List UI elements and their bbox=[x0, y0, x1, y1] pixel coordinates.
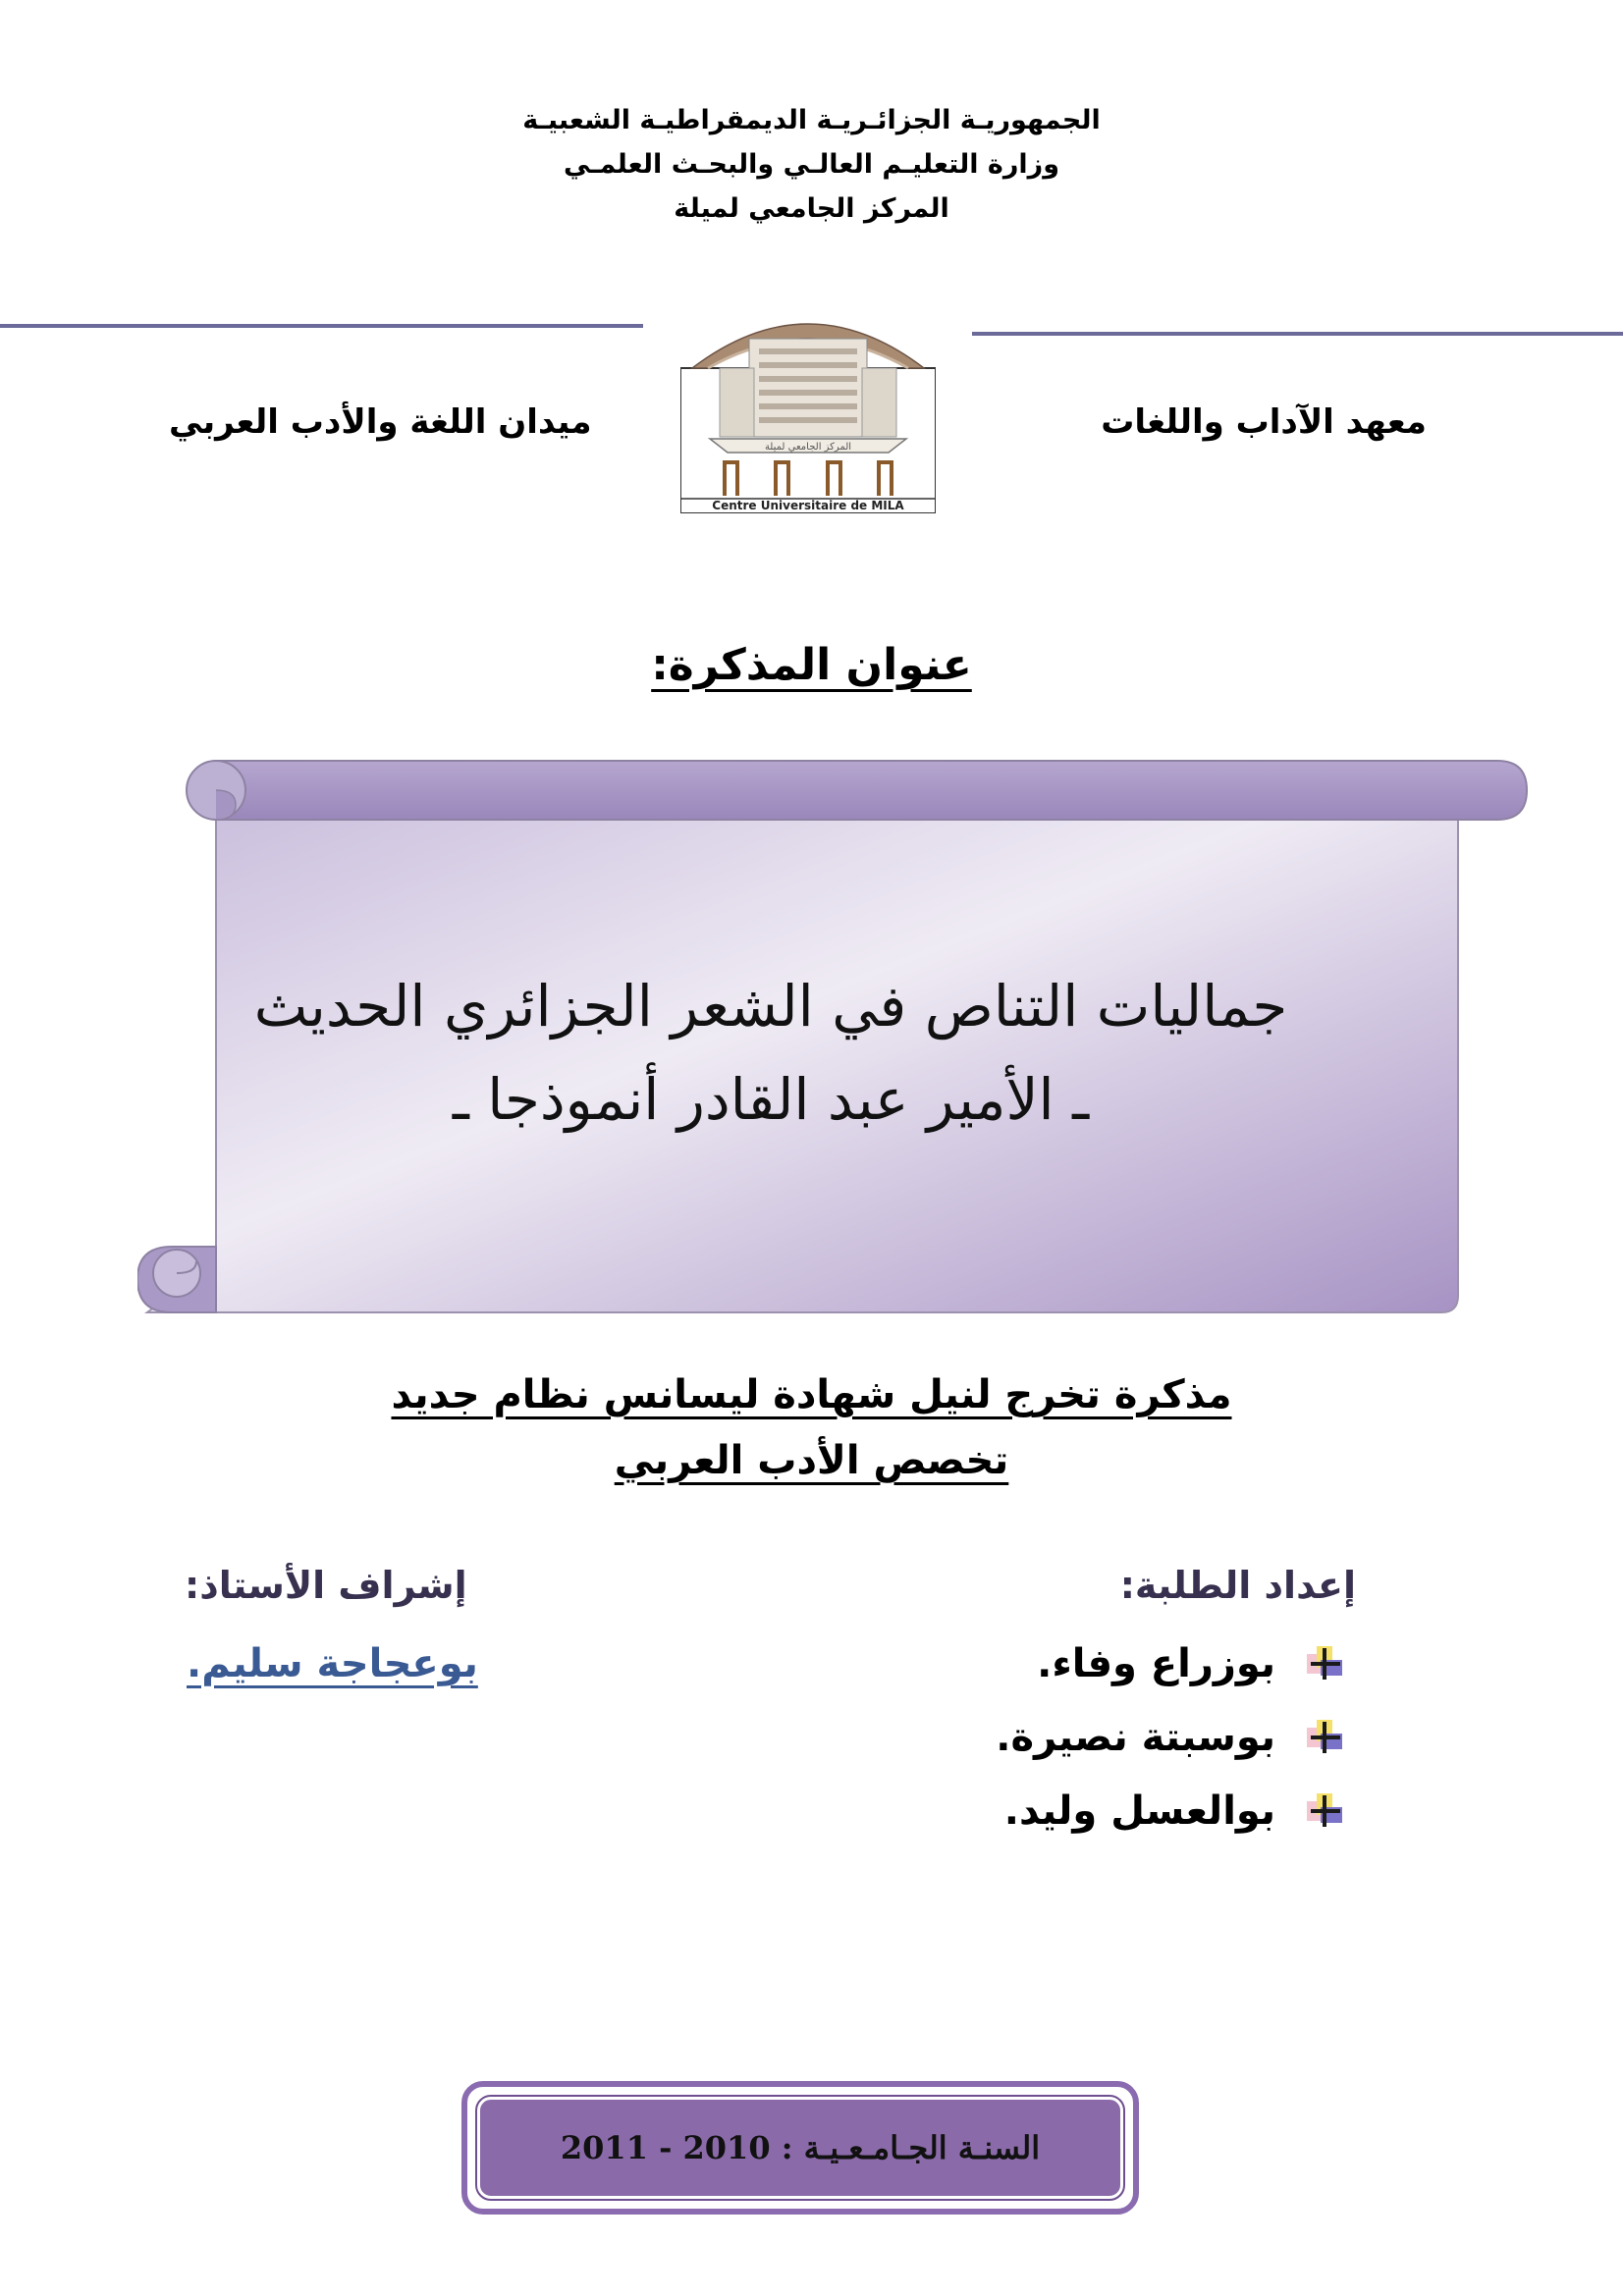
supervisor-name: بوعجاجة سليم. bbox=[187, 1641, 478, 1686]
memo-title-label: عنوان المذكرة: bbox=[651, 640, 972, 690]
academic-year-text: السنـة الجـامـعـيـة : 2010 - 2011 bbox=[477, 2097, 1123, 2199]
header-rule-left bbox=[0, 324, 643, 328]
logo-arabic-text: المركز الجامعي لميلة bbox=[764, 442, 852, 453]
list-item bbox=[1004, 1789, 1348, 1834]
supervisor-heading: إشراف الأستاذ: bbox=[185, 1564, 467, 1607]
degree-line1: مذكرة تخرج لنيل شهادة ليسانس نظام جديد bbox=[391, 1372, 1232, 1417]
bullet-icon bbox=[1303, 1718, 1348, 1757]
bullet-icon bbox=[1303, 1791, 1348, 1831]
ministry-line: وزارة التعليـم العالـي والبحـث العلمـي bbox=[564, 149, 1059, 180]
thesis-title-line1: جماليات التناص في الشعر الجزائري الحديث bbox=[253, 973, 1288, 1040]
center-line: المركز الجامعي لميلة bbox=[674, 193, 949, 224]
republic-line: الجمهوريـة الجزائـريـة الديمقراطيـة الشعبيـة bbox=[522, 105, 1101, 135]
degree-line2: تخصص الأدب العربي bbox=[614, 1438, 1009, 1483]
student-name-3: بوالعسل وليد. bbox=[1003, 1789, 1275, 1834]
list-item bbox=[1037, 1641, 1348, 1686]
header-rule-right bbox=[972, 332, 1623, 336]
student-name-2: بوسبتة نصيرة. bbox=[996, 1715, 1275, 1760]
university-logo bbox=[680, 299, 936, 513]
thesis-title-line2: ـ الأمير عبد القادر أنموذجا ـ bbox=[452, 1066, 1090, 1133]
institute-label: معهد الآداب واللغات bbox=[1101, 402, 1427, 442]
academic-year-box bbox=[461, 2081, 1139, 2215]
students-heading: إعداد الطلبة: bbox=[1119, 1564, 1356, 1607]
student-name-1: بوزراع وفاء. bbox=[1037, 1641, 1275, 1686]
list-item bbox=[996, 1715, 1348, 1760]
field-label: ميدان اللغة والأدب العربي bbox=[169, 402, 592, 442]
bullet-icon bbox=[1303, 1644, 1348, 1683]
logo-caption: Centre Universitaire de MILA bbox=[712, 499, 904, 512]
